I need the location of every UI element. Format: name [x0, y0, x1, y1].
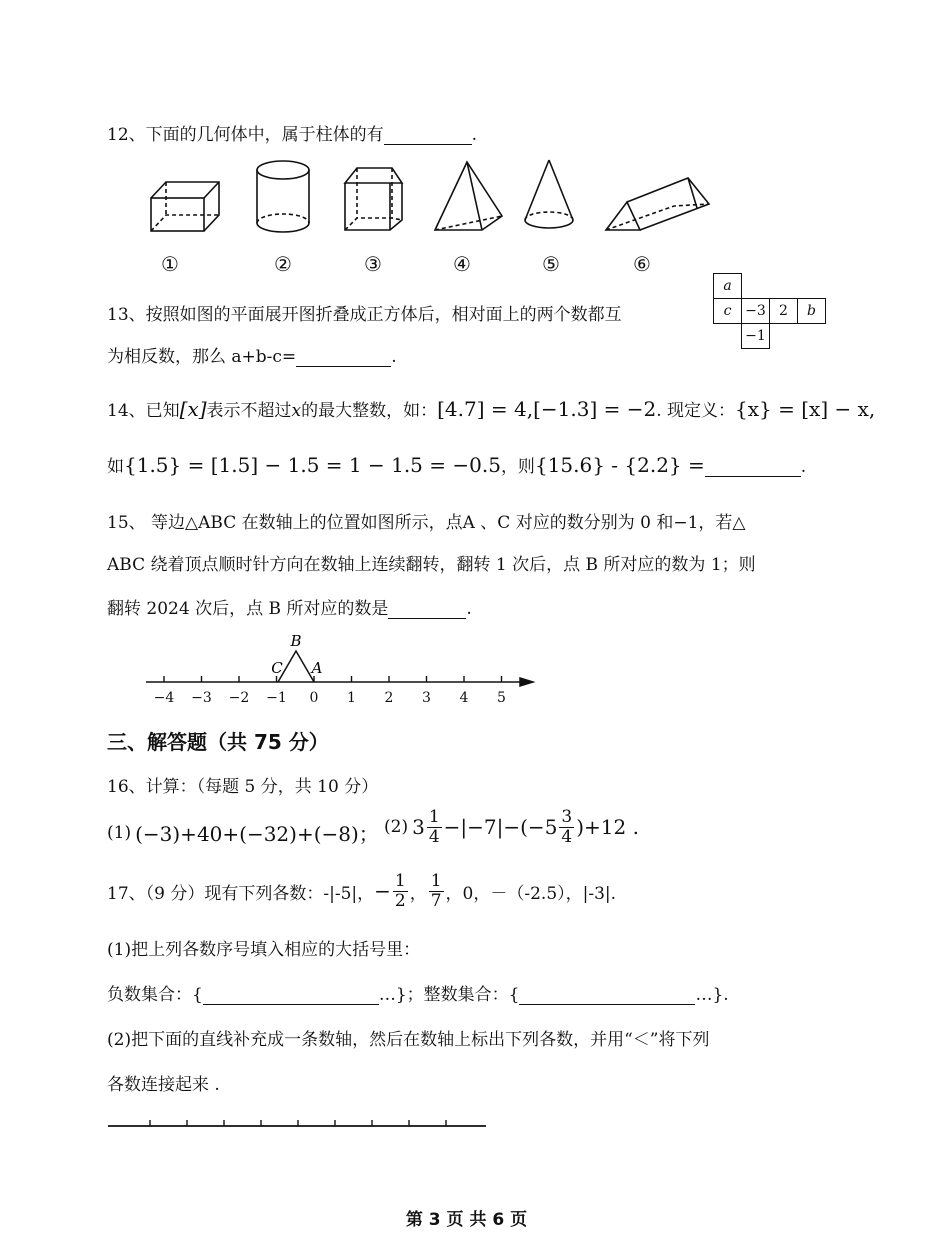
section-3-heading: 三、解答题（共 75 分）	[107, 730, 329, 754]
shape-label-3: ③	[364, 252, 382, 276]
axis-tick-label: 1	[347, 690, 356, 706]
net-cell-c: c	[714, 299, 742, 324]
point-c-label: C	[271, 659, 283, 677]
axis-tick-label: −2	[228, 690, 250, 706]
net-cell-b: b	[798, 299, 826, 324]
axis-tick-label: 2	[384, 690, 394, 706]
shape-label-5: ⑤	[542, 252, 560, 276]
q13-line1: 13、按照如图的平面展开图折叠成正方体后，相对面上的两个数都互	[107, 305, 622, 325]
q17-sets: 负数集合：{ …}；整数集合：{ …}.	[107, 985, 729, 1005]
q17-sub2-line2: 各数连接起来 .	[107, 1075, 220, 1095]
prism-shape	[345, 168, 402, 230]
net-cell-bottom: −1	[742, 324, 770, 349]
fraction-1-7: $\frac{1}{7}$	[430, 871, 442, 911]
axis-tick-label: 4	[459, 690, 469, 706]
q16-part2: (2) 3 $\frac{1}{4}$ −|−7|−(−5 $\frac{3}{4}$ )+12 .	[384, 807, 639, 847]
q15-line2: ABC 绕着顶点顺时针方向在数轴上连续翻转，翻转 1 次后，点 B 所对应的数为 1；则	[107, 555, 756, 575]
axis-tick-label: −4	[153, 690, 175, 706]
fraction-1-4: $\frac{1}{4}$	[428, 807, 440, 847]
triangular-prism-shape	[606, 178, 709, 230]
net-cell-neg3: −3	[742, 299, 770, 324]
net-cell-2: 2	[770, 299, 798, 324]
q14-line1: 14、已知[x]表示不超过x的最大整数，如：[4.7] = 4,[−1.3] = −2. 现定义：{x} = [x] − x,	[107, 397, 876, 421]
triangle-abc	[278, 651, 314, 682]
q17-blank-axis[interactable]	[0, 1110, 933, 1140]
q15-line1: 15、 等边△ABC 在数轴上的位置如图所示，点A 、C 对应的数分别为 0 和−1，若△	[107, 513, 746, 533]
q15-line3: 翻转 2024 次后，点 B 所对应的数是 .	[107, 599, 472, 619]
q15-answer-blank[interactable]	[388, 600, 466, 619]
q12-answer-blank[interactable]	[384, 126, 472, 145]
page-footer: 第 3 页 共 6 页	[405, 1210, 528, 1230]
negative-set-blank[interactable]	[203, 986, 379, 1005]
cube-net	[713, 273, 826, 349]
q13-answer-blank[interactable]	[296, 348, 391, 367]
point-b-label: B	[290, 632, 302, 650]
point-a-label: A	[311, 659, 323, 677]
q13-line2: 为相反数，那么 a+b-c= .	[107, 347, 397, 367]
axis-tick-label: −3	[191, 690, 212, 706]
q14-answer-blank[interactable]	[705, 458, 801, 477]
axis-tick-label: 3	[422, 690, 431, 706]
axis-tick-label: 5	[497, 690, 506, 706]
q16-title: 16、计算：（每题 5 分，共 10 分）	[107, 777, 379, 797]
cylinder-shape	[257, 161, 309, 232]
net-cell-top: a	[714, 274, 742, 299]
cone-shape	[525, 160, 573, 228]
shape-label-2: ②	[274, 252, 292, 276]
axis-tick-label: 0	[309, 690, 319, 706]
q15-number-line	[0, 630, 933, 710]
cuboid-shape	[151, 182, 219, 231]
axis-tick-label: −1	[266, 690, 287, 706]
q17-sub2-line1: (2)把下面的直线补充成一条数轴，然后在数轴上标出下列各数，并用“＜”将下列	[107, 1030, 710, 1050]
fraction-3-4: $\frac{3}{4}$	[561, 807, 573, 847]
q16-part1: (1) (−3)+40+(−32)+(−8)；	[107, 822, 379, 846]
shape-label-4: ④	[453, 252, 471, 276]
fraction-1-2: $\frac{1}{2}$	[394, 871, 406, 911]
q12-text: 12、下面的几何体中，属于柱体的有 .	[107, 125, 478, 145]
q17-sub1: (1)把上列各数序号填入相应的大括号里：	[107, 940, 421, 960]
integer-set-blank[interactable]	[519, 986, 695, 1005]
shape-label-1: ①	[161, 252, 179, 276]
shape-label-6: ⑥	[633, 252, 651, 276]
q14-line2: 如{1.5} = [1.5] − 1.5 = 1 − 1.5 = −0.5，则{15.6} - {2.2} = .	[107, 453, 807, 477]
pyramid-shape	[435, 162, 502, 230]
q17-title: 17、（9 分）现有下列各数：-|-5|， − $\frac{1}{2}$ ， $\frac{1}{7}$ ，0，－（-2.5），|-3|.	[107, 871, 617, 911]
axis-arrow	[520, 678, 533, 686]
